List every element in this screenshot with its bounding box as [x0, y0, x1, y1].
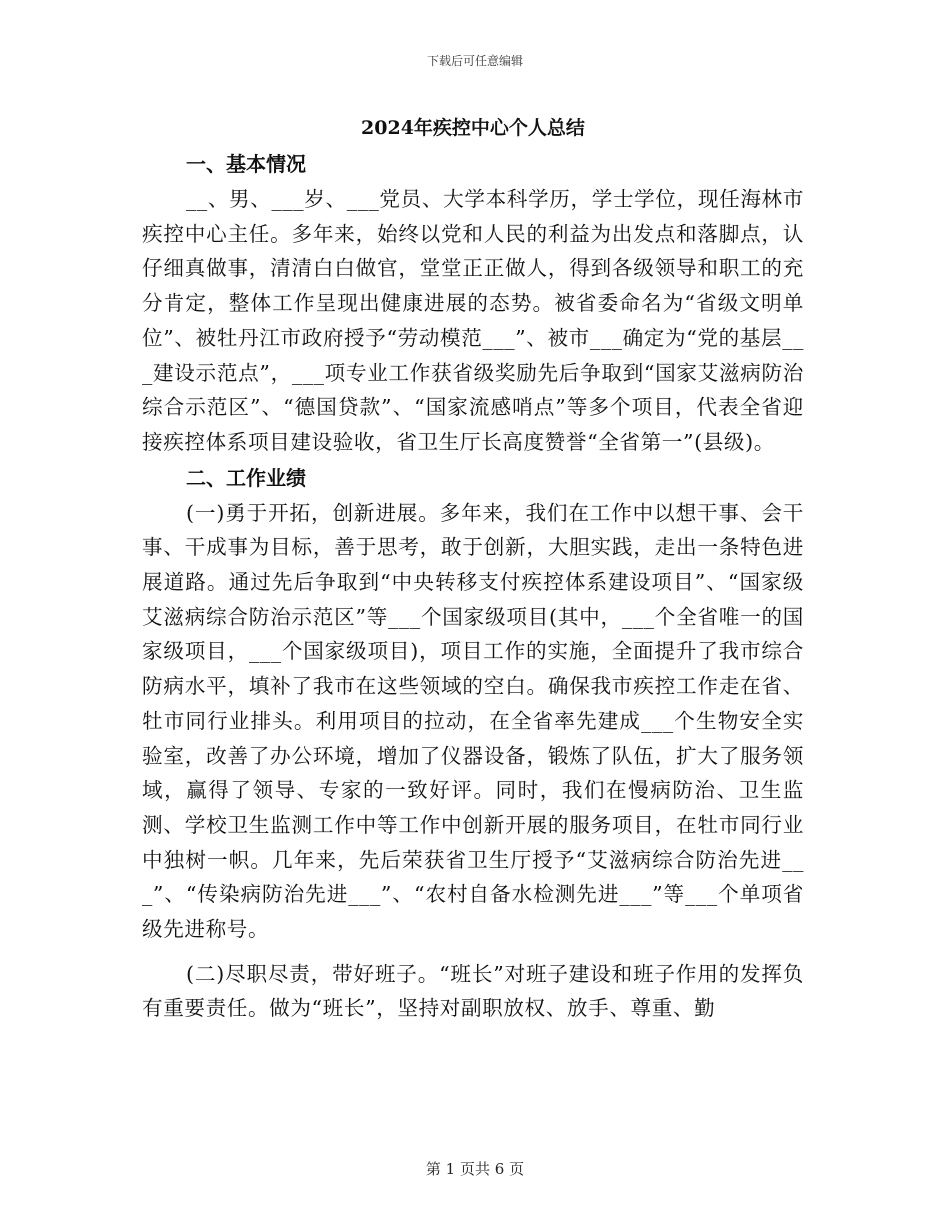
header-note: 下载后可任意编辑: [426, 54, 523, 68]
section-heading-basic-info: 一、基本情况: [186, 152, 306, 176]
document-body: [142, 112, 804, 1026]
page-indicator: 第 1 页共 6 页: [425, 1160, 525, 1178]
document-title: 2024年疾控中心个人总结: [361, 117, 585, 139]
paragraph-basic-info: __、男、___岁、___党员、大学本科学历，学士学位，现任海林市疾控中心主任。多年来，始终以党和人民的利益为出发点和落脚点，认仔细真做事，清清白白做官，堂堂正正做人，得到各级领导和职工的充分肯定，整体工作呈现出健康进展的态势。被省委命名为“省级文明单位”、被牡丹江市政府授予“劳动模范___”、被市___确定为“党的基层___建设示范点”，___项专业工作获省级奖励先后争取到“国家艾滋病防治综合示范区”、“德国贷款”、“国家流感哨点”等多个项目，代表全省迎接疾控体系项目建设验收，省卫生厅长高度赞誉“全省第一”(县级)。: [142, 187, 804, 454]
section-heading-work-achievements: 二、工作业绩: [186, 465, 306, 490]
paragraph-innovation: (一)勇于开拓，创新进展。多年来，我们在工作中以想干事、会干事、干成事为目标，善于思考，敢于创新，大胆实践，走出一条特色进展道路。通过先后争取到“中央转移支付疾控体系建设项目”、“国家级艾滋病综合防治示范区”等___个国家级项目(其中，___个全省唯一的国家级项目，___个国家级项目)，项目工作的实施，全面提升了我市综合防病水平，填补了我市在这些领域的空白。确保我市疾控工作走在省、牡市同行业排头。利用项目的拉动，在全省率先建成___个生物安全实验室，改善了办公环境，增加了仪器设备，锻炼了队伍，扩大了服务领域，赢得了领导、专家的一致好评。同时，我们在慢病防治、卫生监测、学校卫生监测工作中等工作中创新开展的服务项目，在牡市同行业中独树一帜。几年来，先后荣获省卫生厅授予“艾滋病综合防治先进___”、“传染病防治先进___”、“农村自备水检测先进___”等___个单项省级先进称号。: [142, 500, 804, 942]
paragraph-leadership: (二)尽职尽责，带好班子。“班长”对班子建设和班子作用的发挥负有重要责任。做为“班长”，坚持对副职放权、放手、尊重、勤: [142, 961, 804, 1021]
